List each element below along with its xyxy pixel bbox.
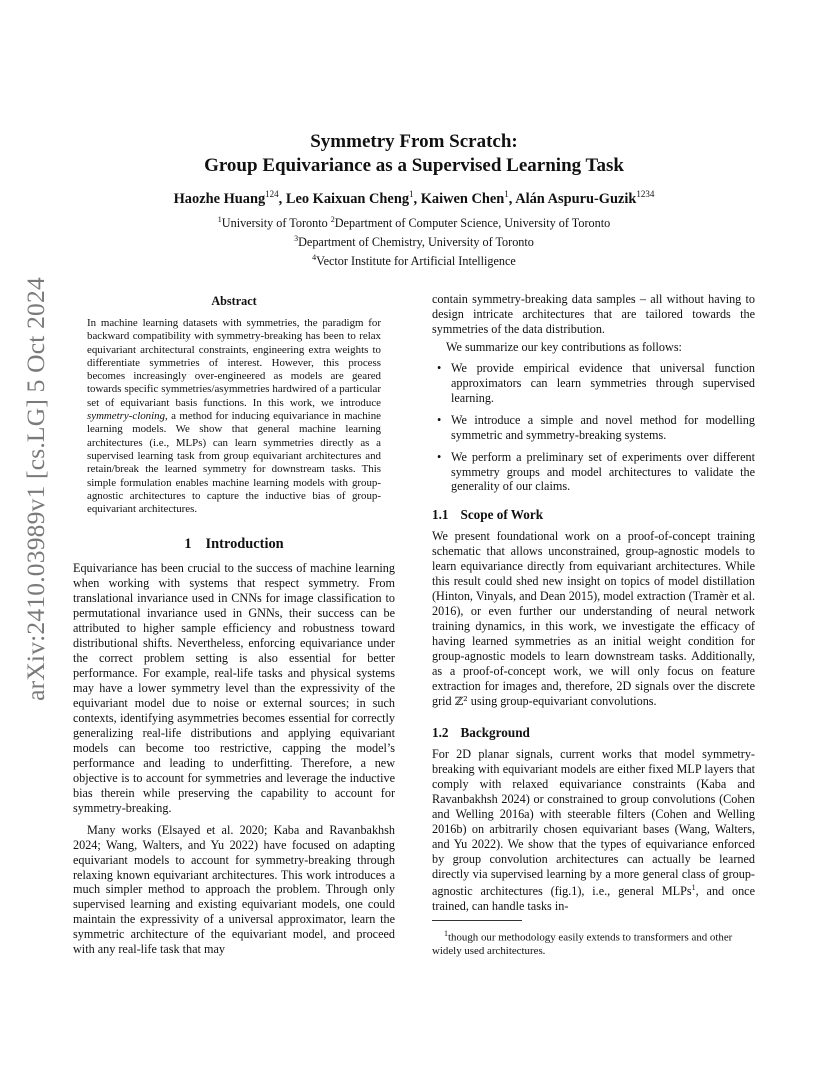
background-paragraph <box>432 747 755 915</box>
affiliation-line <box>100 231 728 250</box>
affiliation-text: Department of Chemistry, University of Toronto <box>298 235 534 250</box>
arxiv-identifier <box>14 277 58 701</box>
abstract-text-part: , a method for inducing equivariance in machine learning models. We show that general machine learning architectures (i.e., MLPs) can learn symmetries directly as a supervised learning task from group equivariant architectures and retain/break the learned symmetry for downstream tasks. This simple formulation enables machine learning models with group-agnostic architectures to capture the inductive bias of group-equivariant architectures. <box>87 410 381 516</box>
affiliations <box>100 212 728 269</box>
author-name: Alán Aspuru-Guzik <box>515 190 637 207</box>
affiliation-line <box>100 212 728 231</box>
scope-text: We present foundational work on a proof-of-concept training schematic that allows unconstrained, group-agnostic models to learn equivariance directly from equivariant architectures. While this result could shed new insight on topics of model distillation (Hinton, Vinyals, and Dean 2015), model extraction (Tramèr et al. 2016), or even further our understanding of neural network training dynamics, in this work, we investigate the efficacy of having learned symmetries as an initial weight condition for group-agnostic models to learn downstream tasks. Additionally, as a proof-of-concept work, we will only focus on feature extraction for images and, therefore, 2D signals over the discrete grid <box>432 529 755 708</box>
right-column <box>432 292 755 959</box>
footnote-number: 1 <box>444 929 448 939</box>
section-heading-introduction <box>73 536 395 553</box>
author-list: Haozhe Huang$^{124}$, Leo Kaixuan Cheng$^1$, Kaiwen Chen$^1$, Alán Aspuru-Guzik$^{1234}$ <box>173 189 655 207</box>
list-item-text: We introduce a simple and novel method for modelling symmetric and symmetry-breaking systems. <box>451 412 755 442</box>
subsection-number: 1.2 <box>432 724 449 740</box>
subsection-title: Scope of Work <box>460 507 544 523</box>
intro-paragraph-2-continued: contain symmetry-breaking data samples – all without having to design intricate architectures that are tailored towards the symmetries of the data distribution. <box>432 292 755 336</box>
contributions-list <box>432 361 755 495</box>
intro-paragraph-2: Many works (Elsayed et al. 2020; Kaba and Ravanbakhsh 2024; Wang, Walters, and Yu 2022) have focused on adapting equivariant models to account for symmetry-breaking through relaxing known equivariant architectures. This work introduces a much simpler method to approach the problem. Through only supervised learning and existing equivariant models, one could maintain the expressivity of a universal approximator, learn the symmetric architecture of the equivariant model, and proceed with any real-life task that may <box>73 822 395 957</box>
arxiv-identifier-text: arXiv:2410.03989v1 [cs.LG] 5 Oct 2024 <box>21 277 50 701</box>
background-text: For 2D planar signals, current works that model symmetry-breaking with equivariant models are either fixed MLP layers that comply with relaxed equivariance constraints (Kaba and Ravanbakhsh 2024) or constrained to group convolutions (Cohen and Welling 2016a) with steerable filters (Cohen and Welling 2016b) on arbitrarily chosen equivariant bases (Wang, Walters, and Yu 2022). We show that the types of equivariance enforced by group convolution architectures can actually be learned directly via supervised learning by a more general class of group-agnostic architectures (fig.1), i.e., general MLPs <box>432 746 755 899</box>
abstract-text-part: In machine learning datasets with symmetries, the paradigm for backward compatibility with symmetry-breaking has been to relax equivariant architectural constraints, engineering extra weights to differentiate symmetries of interest. However, this process becomes increasingly over-engineered as models are geared towards specific symmetries/asymmetries hardwired of a particular set of equivariant basis functions. In this work, we introduce <box>87 317 381 409</box>
left-column <box>73 292 395 957</box>
author-affiliation-mark: 124 <box>265 189 279 199</box>
author-name: Haozhe Huang <box>173 190 266 207</box>
affiliation-mark: 3 <box>294 234 299 244</box>
scope-paragraph <box>432 529 755 708</box>
affiliation-line <box>100 250 728 269</box>
section-number: 1 <box>184 536 192 553</box>
subsection-number: 1.1 <box>432 507 449 523</box>
affiliation-mark: 4 <box>312 253 317 263</box>
intro-paragraph-1: Equivariance has been crucial to the success of machine learning when working with systems that respect symmetry. From translational invariance used in CNNs for image classification to permutational invariance used in GNNs, their success can be attributed to higher sample efficiency and robustness toward distributional shifts. Nevertheless, enforcing equivariance under the correct problem setting is also essential for better performance. For example, real-life tasks and physical systems may have a lower symmetry level than the expressivity of the equivariant model due to noise or external sources; in such contexts, identifying asymmetries becomes essential for correctly generalizing real-life distributions and applying equivariant models can become too restrictive, capping the model’s performance and leading to underfitting. Therefore, a new objective is to account for symmetries and leverage the inductive bias therein while preserving the capability to account for symmetry-breaking. <box>73 561 395 815</box>
list-item-text: We perform a preliminary set of experiments over different symmetry groups and model architectures to validate the generality of our claims. <box>451 449 755 494</box>
scope-text-end: using group-equivariant convolutions. <box>467 693 657 708</box>
title-line-2: Group Equivariance as a Supervised Learning Task <box>204 155 624 176</box>
list-item <box>432 450 755 495</box>
subsection-heading-background <box>432 725 755 741</box>
affiliation-mark: 1 <box>217 215 222 224</box>
author-name: Leo Kaixuan Cheng <box>285 190 410 207</box>
subsection-heading-scope <box>432 507 755 523</box>
footnote-mark: 1 <box>691 883 696 893</box>
subsection-title: Background <box>460 724 530 740</box>
footnote-text: though our methodology easily extends to transformers and other widely used architectures. <box>432 932 733 958</box>
background-text-end: , and once trained, can handle tasks in- <box>432 884 755 914</box>
abstract-emphasis: symmetry-cloning <box>87 410 166 423</box>
intro-paragraph-3: We summarize our key contributions as follows: <box>446 339 682 354</box>
abstract-text <box>73 317 395 516</box>
bullet-icon: • <box>437 412 442 427</box>
affiliation-mark: 2 <box>330 215 335 224</box>
bullet-icon: • <box>437 360 442 375</box>
list-item <box>432 413 755 443</box>
author-affiliation-mark: 1 <box>409 189 414 199</box>
grid-symbol: ℤ² <box>454 693 468 708</box>
list-item <box>432 361 755 406</box>
affiliation-text: University of Toronto <box>221 216 331 231</box>
affiliation-text: Department of Computer Science, University of Toronto <box>334 216 611 231</box>
abstract-heading: Abstract <box>211 294 257 308</box>
author-name: Kaiwen Chen <box>420 190 505 207</box>
author-affiliation-mark: 1234 <box>636 189 655 199</box>
affiliation-text: Vector Institute for Artificial Intelligence <box>316 254 516 269</box>
title-line-1: Symmetry From Scratch: <box>310 131 518 152</box>
paper-title <box>100 130 728 178</box>
footnote-rule <box>432 920 522 921</box>
bullet-icon: • <box>437 449 442 464</box>
section-title: Introduction <box>205 536 284 553</box>
footnote <box>432 927 755 958</box>
author-affiliation-mark: 1 <box>504 189 509 199</box>
list-item-text: We provide empirical evidence that universal function approximators can learn symmetries through supervised learning. <box>451 360 755 405</box>
